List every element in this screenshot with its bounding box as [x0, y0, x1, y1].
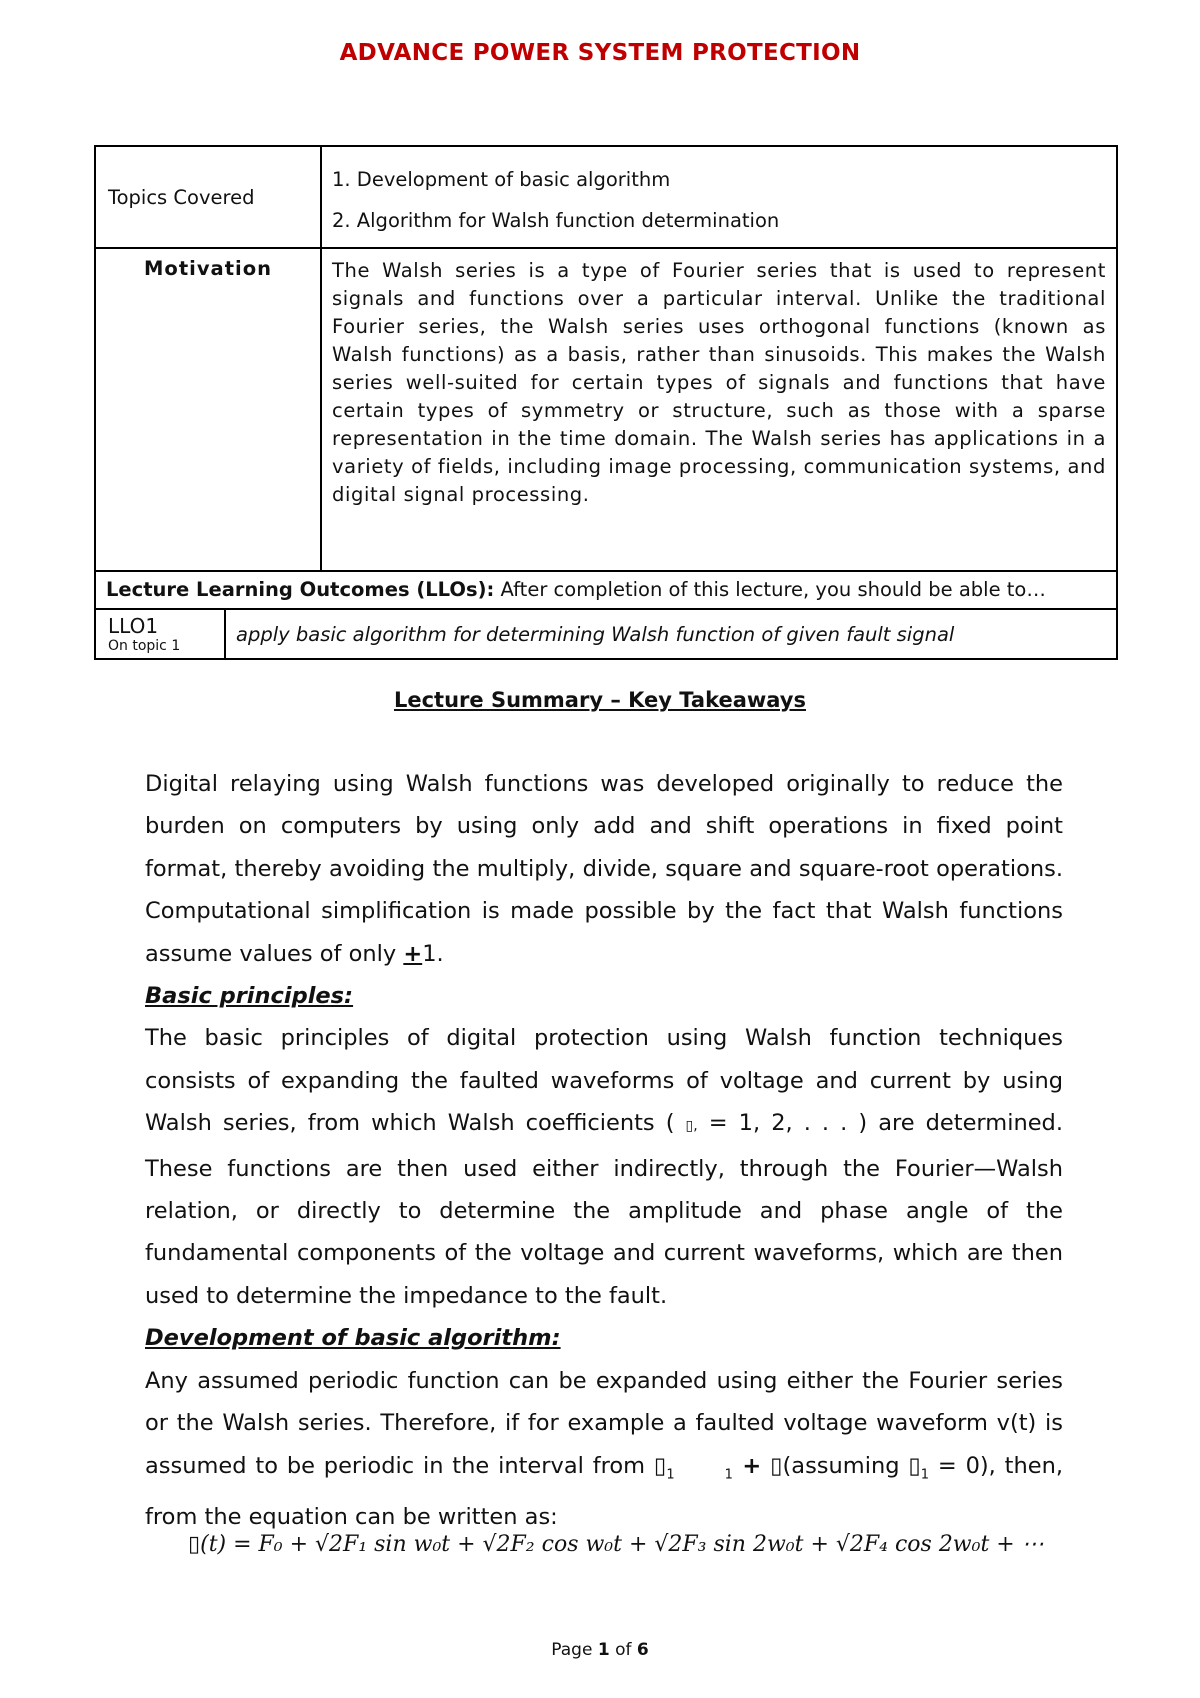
llos-row	[95, 571, 1117, 609]
llos-cell	[95, 571, 1117, 609]
document-title: ADVANCE POWER SYSTEM PROTECTION	[339, 40, 861, 66]
page-footer: Page 1 of 6	[551, 1640, 649, 1660]
llos-label: Lecture Learning Outcomes (LLOs):	[106, 578, 495, 601]
topic-item: 1. Development of basic algorithm	[332, 168, 671, 191]
topics-covered-label: Topics Covered	[95, 146, 321, 248]
llo-id-cell	[96, 610, 225, 658]
coefficient-symbol: ▯,	[685, 1118, 698, 1135]
basic-principles-heading: Basic principles:	[145, 983, 354, 1010]
paragraph-basic-principles: The basic principles of digital protection using Walsh function techniques consists of expanding the faulted waveforms of voltage and current by using Walsh series, from which Walsh coefficients ( ▯, = 1, 2, . . . ) are determined. These functions are then used either indirectly, through the Fourier—Walsh relation, or directly to determine the amplitude and phase angle of the fundamental components of the voltage and current waveforms, which are then used to determine the impedance to the fault.	[145, 1025, 1063, 1309]
summary-body	[145, 763, 1063, 1539]
page-number: 1	[597, 1640, 610, 1660]
llo-topic: On topic 1	[108, 638, 181, 654]
paragraph-development: Any assumed periodic function can be expanded using either the Fourier series or the Walsh series. Therefore, if for example a faulted voltage waveform v(t) is assumed to be periodic in the interval from $▯_1$ $_1$ + ▯(assuming $▯_1 = 0$), then, from the equation can be written as:	[145, 1367, 1063, 1531]
paragraph-walsh-intro: Digital relaying using Walsh functions was developed originally to reduce the burden on computers by using only add and shift operations in fixed point format, thereby avoiding the multiply, divide, square and square-root operations. Computational simplification is made possible by the fact that Walsh functions assume values of only +1.	[145, 771, 1063, 967]
llo-code: LLO1	[108, 614, 159, 638]
topic-item: 2. Algorithm for Walsh function determination	[332, 209, 780, 232]
motivation-label: Motivation	[95, 248, 321, 571]
plus-minus-sign: +	[403, 940, 423, 967]
walsh-equation: ▯(t) = F₀ + √2F₁ sin w₀t + √2F₂ cos w₀t + √2F₃ sin 2w₀t + √2F₄ cos 2w₀t + ⋯	[188, 1532, 1044, 1557]
lecture-info-table	[94, 145, 1118, 660]
llo-description: apply basic algorithm for determining Walsh function of given fault signal	[236, 622, 955, 646]
llos-intro: After completion of this lecture, you should be able to…	[494, 578, 1046, 601]
development-heading: Development of basic algorithm:	[145, 1325, 561, 1352]
topics-list	[321, 146, 1117, 248]
topics-row	[95, 146, 1117, 248]
motivation-text: The Walsh series is a type of Fourier series that is used to represent signals and functions over a particular interval. Unlike the traditional Fourier series, the Walsh series uses orthogonal functions (known as Walsh functions) as a basis, rather than sinusoids. This makes the Walsh series well-suited for certain types of signals and functions that have certain types of symmetry or structure, such as those with a sparse representation in the time domain. The Walsh series has applications in a variety of fields, including image processing, communication systems, and digital signal processing.	[321, 248, 1117, 571]
llo1-row	[95, 609, 1117, 659]
summary-heading: Lecture Summary – Key Takeaways	[393, 688, 806, 712]
motivation-row	[95, 248, 1117, 571]
page-total: 6	[636, 1640, 649, 1660]
